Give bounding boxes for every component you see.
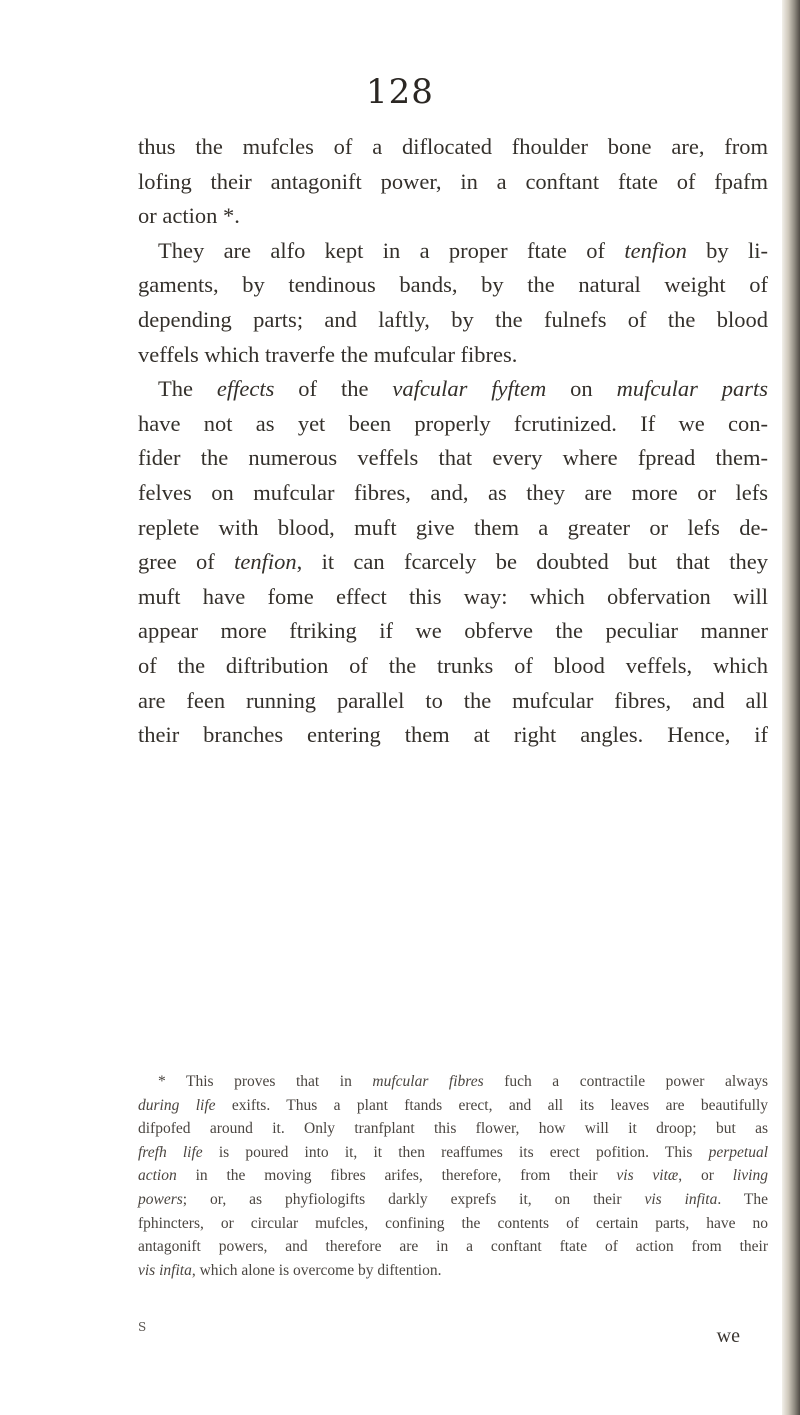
text-run: The — [158, 376, 217, 402]
text-run: muft have fome effect this way: which obfervation will — [138, 583, 768, 609]
text-run: have not as yet been properly fcrutinized. If we con- — [138, 410, 768, 436]
text-run: . The — [717, 1190, 768, 1208]
footnote-line — [138, 1188, 768, 1212]
italic-text: frefh life — [138, 1143, 203, 1161]
text-run: thus the mufcles of a diflocated fhoulder bone are, from — [138, 134, 768, 159]
italic-text: mufcular fibres — [372, 1073, 484, 1090]
footnote — [138, 1070, 768, 1282]
italic-text: vafcular fyftem — [392, 376, 547, 402]
text-run: difpofed around it. Only tranfplant this flower, how will it droop; but as — [138, 1120, 768, 1138]
text-run: gaments, by tendinous bands, by the natural weight of — [138, 272, 768, 298]
text-run: antagonift powers, and therefore are in a conftant ftate of action from their — [138, 1238, 768, 1256]
body-line — [138, 718, 768, 753]
italic-text: vis infita — [644, 1190, 718, 1208]
text-run: are feen running parallel to the mufcular fibres, and all — [138, 687, 768, 713]
footnote-line — [138, 1164, 768, 1188]
footnote-line — [138, 1117, 768, 1141]
italic-text: tenfion — [234, 549, 297, 575]
text-run: fider the numerous veffels that every where fpread them- — [138, 445, 768, 471]
text-run: , which alone is overcome by diftention. — [191, 1261, 442, 1279]
body-line — [138, 545, 768, 580]
italic-text: during life — [138, 1096, 216, 1114]
text-run: replete with blood, muft give them a greater or lefs de- — [138, 514, 768, 540]
page-edge-shadow — [782, 0, 800, 1415]
body-line — [138, 130, 768, 165]
text-run: veffels which traverfe the mufcular fibres. — [138, 341, 518, 367]
page-number: 128 — [366, 72, 434, 112]
italic-text: living — [732, 1167, 768, 1185]
body-line — [138, 268, 768, 303]
text-run: ; or, as phyfiologifts darkly exprefs it, on their — [182, 1190, 645, 1208]
italic-text: vis infita — [138, 1261, 192, 1279]
body-text — [138, 130, 768, 753]
body-line — [138, 199, 768, 234]
italic-text: perpetual — [708, 1143, 768, 1161]
text-run: of the — [274, 376, 393, 402]
body-line — [138, 476, 768, 511]
italic-text: vis vitæ — [616, 1167, 679, 1185]
footnote-line — [138, 1259, 768, 1283]
italic-text: tenfion — [624, 237, 687, 263]
text-run: of the diftribution of the trunks of blood veffels, which — [138, 652, 768, 678]
body-line — [138, 614, 768, 649]
signature-mark: S — [138, 1320, 147, 1334]
body-line — [138, 303, 768, 338]
footnote-line — [138, 1235, 768, 1259]
text-run: in the moving fibres arifes, therefore, from their — [176, 1167, 617, 1185]
body-line — [138, 407, 768, 442]
text-run: depending parts; and laftly, by the fulnefs of the blood — [138, 306, 768, 332]
body-line — [138, 372, 768, 407]
body-line — [138, 684, 768, 719]
body-line — [138, 511, 768, 546]
body-line — [138, 441, 768, 476]
catchword: we — [716, 1325, 740, 1347]
footnote-line — [138, 1094, 768, 1118]
footnote-line — [138, 1212, 768, 1236]
italic-text: effects — [216, 376, 275, 402]
text-run: or action *. — [138, 203, 240, 229]
text-run: appear more ftriking if we obferve the peculiar manner — [138, 618, 768, 644]
text-run: their branches entering them at right angles. Hence, if — [138, 722, 768, 748]
text-run: fphincters, or circular mufcles, confining the contents of certain parts, have no — [138, 1214, 768, 1232]
text-run: lofing their antagonift power, in a conftant ftate of fpafm — [138, 168, 768, 194]
text-run: by li- — [686, 237, 768, 263]
body-line — [138, 165, 768, 200]
italic-text: mufcular parts — [616, 376, 768, 402]
text-run: They are alfo kept in a proper ftate of — [158, 237, 625, 263]
text-run: , or — [678, 1167, 733, 1185]
text-run: on — [546, 376, 617, 402]
italic-text: action — [138, 1167, 177, 1185]
text-run: exifts. Thus a plant ftands erect, and all its leaves are beautifully — [215, 1096, 769, 1114]
body-line — [138, 234, 768, 269]
body-line — [138, 649, 768, 684]
footnote-line — [138, 1141, 768, 1165]
body-line — [138, 580, 768, 615]
text-run: is poured into it, it then reaffumes its erect pofition. This — [202, 1143, 709, 1161]
text-run: , it can fcarcely be doubted but that they — [296, 549, 768, 575]
text-run: gree of — [138, 549, 235, 575]
body-line — [138, 338, 768, 373]
text-run: felves on mufcular fibres, and, as they are more or lefs — [138, 479, 768, 505]
text-run: fuch a contractile power always — [483, 1073, 768, 1090]
text-run: * This proves that in — [158, 1073, 373, 1090]
footnote-line — [138, 1070, 768, 1094]
italic-text: powers — [138, 1190, 183, 1208]
